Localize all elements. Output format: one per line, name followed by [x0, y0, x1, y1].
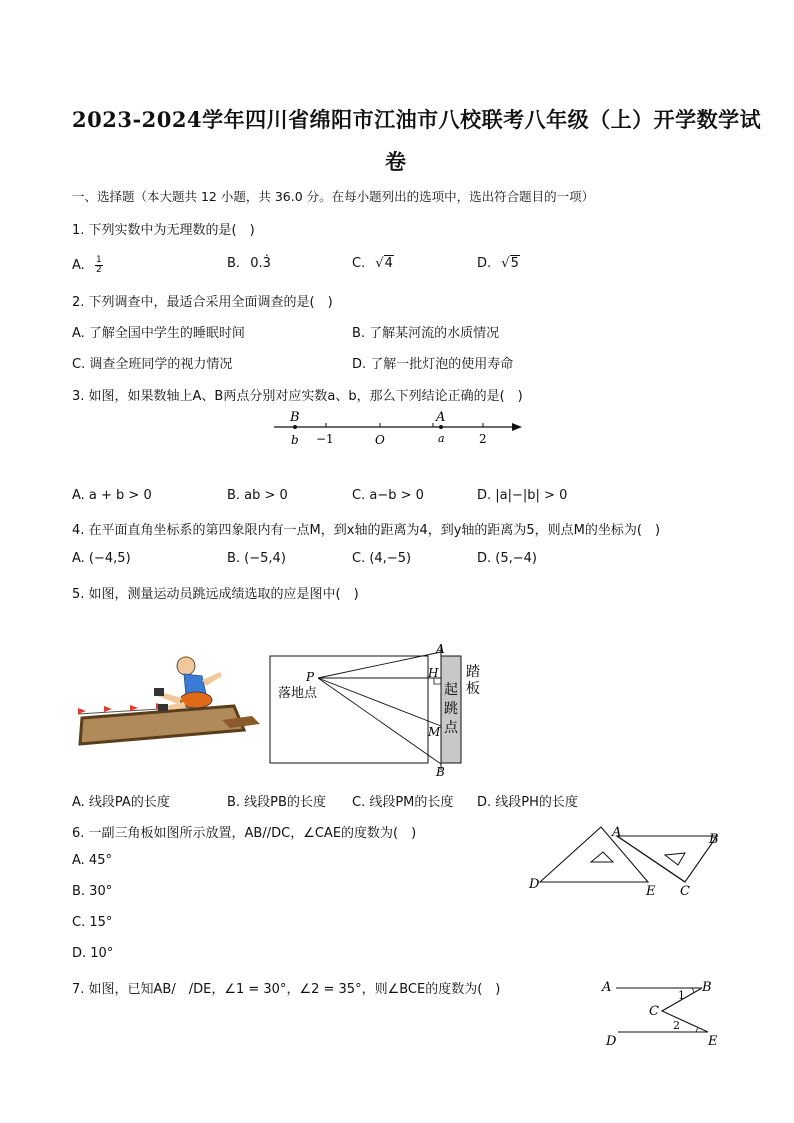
small-triangle: [617, 836, 717, 882]
q1-option-b-value: 0.3̇: [250, 256, 271, 271]
point-b-label: B: [436, 765, 445, 779]
q6-option-c: C. 15°: [72, 915, 113, 930]
segment-pm: [318, 678, 441, 726]
q1-option-a-label: A.: [72, 258, 85, 273]
page-title: 2023-2024学年四川省绵阳市江油市八校联考八年级（上）开学数学试: [72, 107, 762, 132]
point-b-label: B: [290, 410, 300, 425]
q4-option-b: B. (−5,4): [227, 551, 286, 566]
set-square-figure: [525, 822, 725, 900]
point-b-dot: [293, 425, 297, 429]
q1-option-c-label: C.: [352, 256, 366, 271]
question-2-stem: 2. 下列调查中，最适合采用全面调查的是( ): [72, 295, 333, 310]
point-e-label: E: [646, 884, 656, 899]
point-b-label: B: [709, 832, 719, 847]
large-triangle: [540, 827, 648, 882]
q1-fraction: [95, 256, 103, 275]
point-b-label: B: [702, 980, 712, 995]
small-triangle-inner: [665, 853, 685, 865]
q1-option-d-label: D.: [477, 256, 492, 271]
q1-option-b-label: B.: [227, 256, 241, 271]
q1-fraction-numerator: 1: [95, 255, 102, 265]
point-b-value-label: b: [291, 433, 299, 447]
question-4-stem: 4. 在平面直角坐标系的第四象限内有一点M，到x轴的距离为4，到y轴的距离为5，则点M的坐标为( ): [72, 523, 661, 538]
angle-2-arc: [696, 1028, 698, 1032]
q1-option-a: [72, 256, 103, 275]
point-a-label: A: [436, 410, 446, 425]
board-char-1: 踏: [466, 664, 480, 680]
point-a-label: A: [436, 642, 445, 656]
point-a-value-label: a: [438, 432, 445, 445]
q5-option-b: B. 线段PB的长度: [227, 795, 326, 810]
arrow-icon: [512, 423, 522, 431]
point-p-label: P: [306, 670, 315, 684]
q3-option-b: B. ab > 0: [227, 488, 288, 503]
q2-option-b: B. 了解某河流的水质情况: [352, 326, 500, 341]
q6-option-d: D. 10°: [72, 946, 114, 961]
q3-option-c: C. a−b > 0: [352, 488, 424, 503]
tick-label-two: 2: [479, 432, 487, 446]
q1-option-b: [227, 256, 271, 271]
q1-fraction-denominator: 2: [95, 265, 102, 275]
segment-ac: [617, 836, 685, 882]
q5-option-d: D. 线段PH的长度: [477, 795, 578, 810]
point-m-label: M: [428, 725, 441, 739]
board-char-2: 板: [466, 681, 480, 697]
question-3-stem: 3. 如图，如果数轴上A、B两点分别对应实数a、b，那么下列结论正确的是( ): [72, 389, 523, 404]
flag-icon: [104, 706, 112, 712]
takeoff-point-char-3: 点: [444, 720, 458, 736]
q1-option-c-radicand: 4: [384, 256, 393, 271]
large-triangle-inner: [591, 852, 613, 862]
q5-option-a: A. 线段PA的长度: [72, 795, 170, 810]
q1-option-c: [352, 256, 394, 271]
angle-1-label: 1: [678, 989, 685, 1002]
point-c-label: C: [680, 884, 690, 899]
question-5-stem: 5. 如图，测量运动员跳远成绩选取的应是图中( ): [72, 587, 359, 602]
question-1-stem: 1. 下列实数中为无理数的是( ): [72, 223, 255, 238]
sqrt-sign: √: [501, 256, 510, 271]
q2-option-a: A. 了解全国中学生的睡眠时间: [72, 326, 245, 341]
question-7-stem: 7. 如图，已知AB/ /DE，∠1 = 30°，∠2 = 35°，则∠BCE的度数为( ): [72, 982, 501, 997]
q4-option-c: C. (4,−5): [352, 551, 412, 566]
q1-option-d: [477, 256, 520, 271]
q5-option-c: C. 线段PM的长度: [352, 795, 454, 810]
angle-1-arc: [692, 988, 694, 993]
number-line-figure: [270, 408, 530, 454]
point-h-label: H: [428, 666, 439, 680]
q3-option-d: D. |a|−|b| > 0: [477, 488, 568, 503]
q4-option-d: D. (5,−4): [477, 551, 537, 566]
jump-measurement-diagram: [268, 640, 498, 782]
sqrt-sign: √: [375, 256, 384, 271]
origin-label: O: [375, 433, 385, 447]
point-a-dot: [439, 425, 443, 429]
jumper-figure-icon: [154, 656, 222, 711]
page-title-continued: 卷: [385, 149, 407, 174]
sand-pit-rectangle: [270, 656, 428, 763]
q6-option-a: A. 45°: [72, 853, 112, 868]
q4-option-a: A. (−4,5): [72, 551, 131, 566]
landing-point-label: 落地点: [278, 686, 318, 701]
takeoff-point-char-1: 起: [444, 682, 458, 698]
point-a-label: A: [612, 825, 622, 840]
parallel-lines-figure: [598, 975, 728, 1049]
q2-option-d: D. 了解一批灯泡的使用寿命: [352, 357, 514, 372]
segment-pb: [318, 678, 441, 764]
point-c-label: C: [649, 1004, 659, 1019]
point-d-label: D: [529, 877, 540, 892]
q3-option-a: A. a + b > 0: [72, 488, 152, 503]
point-a-label: A: [602, 980, 612, 995]
q2-option-c: C. 调查全班同学的视力情况: [72, 357, 233, 372]
point-e-label: E: [708, 1034, 718, 1049]
point-d-label: D: [606, 1034, 617, 1049]
q6-option-b: B. 30°: [72, 884, 113, 899]
section-heading: 一、选择题（本大题共 12 小题，共 36.0 分。在每小题列出的选项中，选出符合题目的一项）: [72, 189, 595, 204]
long-jump-illustration: [74, 650, 274, 755]
takeoff-point-char-2: 跳: [444, 701, 458, 717]
question-6-stem: 6. 一副三角板如图所示放置，AB//DC，∠CAE的度数为( ): [72, 826, 417, 841]
angle-2-label: 2: [673, 1019, 680, 1032]
tick-label-minus-one: −1: [316, 432, 334, 446]
q1-option-d-radicand: 5: [510, 256, 519, 271]
